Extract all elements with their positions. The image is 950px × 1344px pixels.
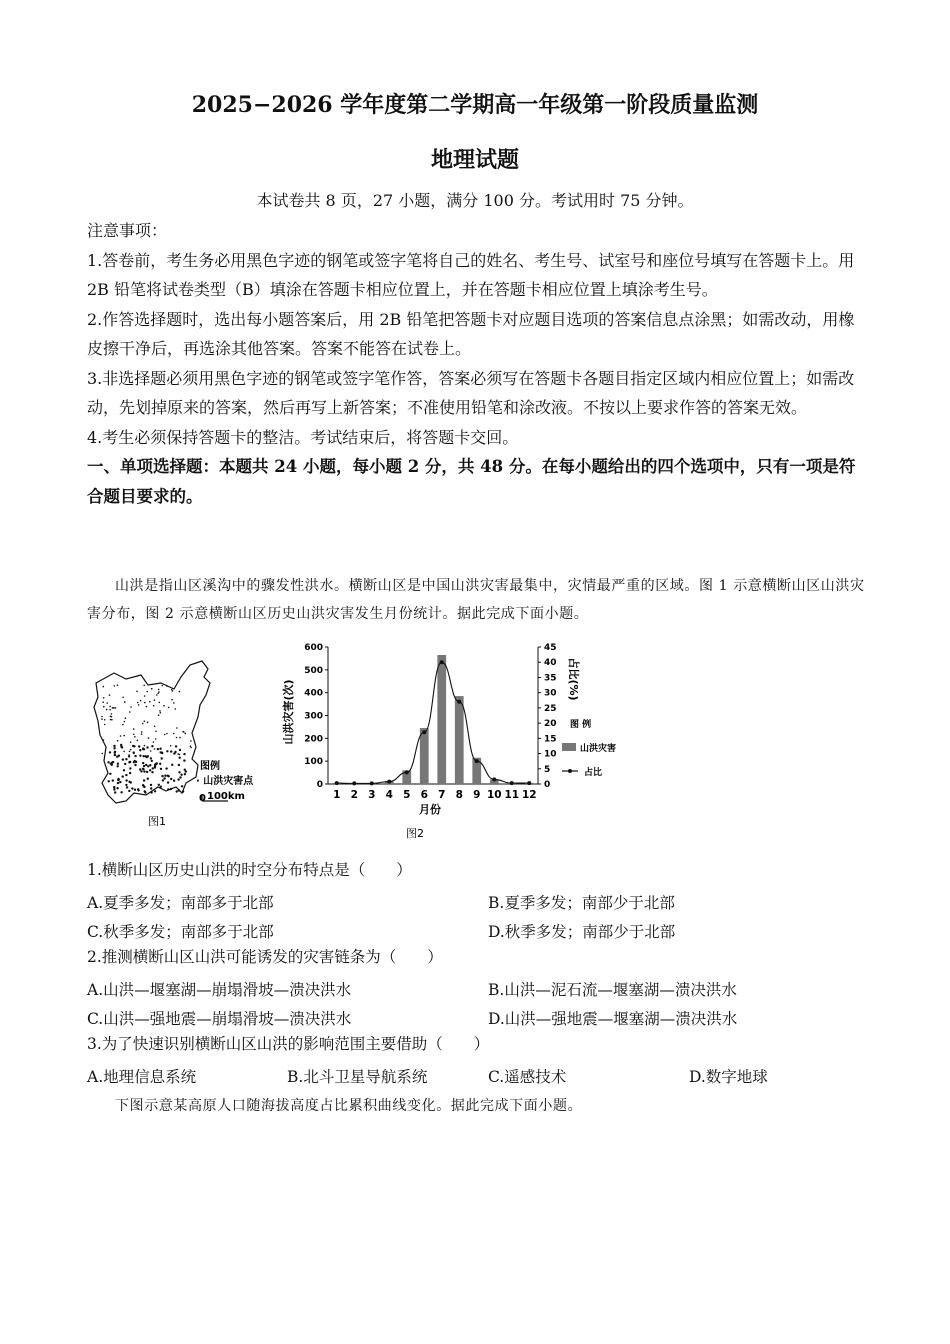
disaster-point xyxy=(177,753,179,755)
exam-title: 2025−2026 学年度第二学期高一年级第一阶段质量监测 xyxy=(191,92,759,118)
disaster-point xyxy=(113,707,115,709)
disaster-point xyxy=(166,733,168,735)
disaster-point xyxy=(113,788,115,790)
disaster-point xyxy=(142,723,144,725)
bar xyxy=(455,696,464,784)
disaster-point xyxy=(137,788,139,790)
x-tick-label: 1 xyxy=(333,789,341,801)
disaster-point xyxy=(117,765,119,767)
option-c: C.遥感技术 xyxy=(488,1068,567,1086)
disaster-point xyxy=(101,718,103,720)
y-tick-label: 300 xyxy=(304,711,323,722)
disaster-point xyxy=(178,789,180,791)
chart-xlabel: 月份 xyxy=(419,803,441,816)
disaster-point xyxy=(109,751,111,753)
disaster-point xyxy=(123,735,125,737)
disaster-point xyxy=(116,787,118,789)
disaster-point xyxy=(147,778,149,780)
disaster-point xyxy=(182,790,184,792)
disaster-point xyxy=(113,747,115,749)
disaster-point xyxy=(134,760,136,762)
disaster-point xyxy=(131,787,133,789)
disaster-point xyxy=(170,750,172,752)
disaster-point xyxy=(106,702,108,704)
disaster-point xyxy=(143,765,145,767)
disaster-point xyxy=(190,747,192,749)
line-point xyxy=(335,781,339,785)
y-right-tick-label: 45 xyxy=(544,643,557,653)
x-tick-label: 10 xyxy=(486,789,502,801)
option-c: C.秋季多发；南部多于北部 xyxy=(87,923,274,941)
disaster-point xyxy=(150,784,152,786)
y-right-tick-label: 25 xyxy=(544,703,557,714)
disaster-point xyxy=(119,781,121,783)
disaster-point xyxy=(112,779,114,781)
option-b: B.夏季多发；南部少于北部 xyxy=(488,894,675,912)
disaster-point xyxy=(179,691,181,693)
material-paragraph-2: 下图示意某高原人口随海拔高度占比累积曲线变化。据此完成下面小题。 xyxy=(115,1098,583,1114)
disaster-point xyxy=(103,697,105,699)
scale-label: 100km xyxy=(207,791,245,802)
disaster-point xyxy=(103,739,105,741)
disaster-point xyxy=(178,764,180,766)
disaster-point xyxy=(114,791,116,793)
legend-bar-label: 山洪灾害 xyxy=(580,744,617,754)
y-tick-label: 400 xyxy=(304,688,323,699)
option-d: D.秋季多发；南部少于北部 xyxy=(488,923,676,941)
disaster-point xyxy=(125,774,127,776)
material-paragraph: 山洪是指山区溪沟中的骤发性洪水。横断山区是中国山洪灾害最集中，灾情最严重的区域。图 1 示意横断山区山洪灾害分布，图 2 示意横断山区历史山洪灾害发生月份统计。据此完成下面小题。 xyxy=(87,578,865,622)
disaster-point xyxy=(170,778,172,780)
disaster-point xyxy=(122,758,124,760)
disaster-point xyxy=(159,702,161,704)
disaster-point xyxy=(146,746,148,748)
disaster-point xyxy=(130,749,132,751)
disaster-point xyxy=(159,710,161,712)
disaster-point xyxy=(139,749,141,751)
disaster-point xyxy=(125,717,127,719)
disaster-point xyxy=(181,785,183,787)
disaster-point xyxy=(143,785,145,787)
disaster-point xyxy=(133,753,135,755)
disaster-point xyxy=(183,759,185,761)
disaster-point xyxy=(167,781,169,783)
option-a: A.地理信息系统 xyxy=(87,1068,197,1086)
disaster-point xyxy=(130,706,132,708)
disaster-point xyxy=(148,737,150,739)
y-tick-label: 200 xyxy=(304,734,323,745)
disaster-point xyxy=(171,764,173,766)
option-a: A.夏季多发；南部多于北部 xyxy=(87,894,274,912)
disaster-point xyxy=(110,719,112,721)
disaster-point xyxy=(103,706,105,708)
disaster-point xyxy=(168,707,170,709)
disaster-point xyxy=(128,754,130,756)
disaster-point xyxy=(106,709,108,711)
disaster-point xyxy=(155,731,157,733)
disaster-point xyxy=(161,752,163,754)
notice-section xyxy=(87,216,867,511)
disaster-point xyxy=(124,701,126,703)
disaster-point xyxy=(160,786,162,788)
disaster-point xyxy=(129,711,131,713)
y-right-tick-label: 30 xyxy=(544,688,557,699)
disaster-point xyxy=(144,745,146,747)
disaster-point xyxy=(154,766,156,768)
disaster-point xyxy=(173,733,175,735)
disaster-point xyxy=(151,688,153,690)
x-tick-label: 7 xyxy=(438,789,446,801)
figure2-chart xyxy=(280,637,630,842)
series-line xyxy=(337,662,530,783)
disaster-point xyxy=(149,769,151,771)
disaster-point xyxy=(123,769,125,771)
disaster-point xyxy=(151,745,153,747)
line-point xyxy=(440,660,444,664)
disaster-point xyxy=(113,745,115,747)
disaster-point xyxy=(161,685,163,687)
disaster-point xyxy=(178,771,180,773)
disaster-point xyxy=(150,787,152,789)
disaster-point xyxy=(185,733,187,735)
legend-line-label: 占比 xyxy=(584,768,603,778)
disaster-point xyxy=(114,754,116,756)
disaster-point xyxy=(153,705,155,707)
disaster-point xyxy=(114,685,116,687)
line-point xyxy=(370,781,374,785)
question-stem: 2.推测横断山区山洪可能诱发的灾害链条为（ ） xyxy=(87,948,443,966)
disaster-point xyxy=(129,767,131,769)
disaster-point xyxy=(141,731,143,733)
disaster-point xyxy=(142,762,144,764)
disaster-point xyxy=(172,690,174,692)
disaster-point xyxy=(147,765,149,767)
chart-ylabel-right: 占比(%) xyxy=(567,657,580,701)
disaster-point xyxy=(144,791,146,793)
disaster-point xyxy=(180,774,182,776)
region-outline xyxy=(94,661,210,803)
y-right-tick-label: 5 xyxy=(544,764,551,775)
disaster-point xyxy=(151,771,153,773)
disaster-point xyxy=(129,751,131,753)
disaster-point xyxy=(167,775,169,777)
disaster-point xyxy=(163,705,165,707)
option-a: A.山洪—堰塞湖—崩塌滑坡—溃决洪水 xyxy=(87,981,352,999)
disaster-point xyxy=(139,768,141,770)
disaster-point xyxy=(146,756,148,758)
disaster-point xyxy=(164,775,166,777)
disaster-point xyxy=(183,753,185,755)
disaster-point xyxy=(173,702,175,704)
disaster-point xyxy=(173,752,175,754)
notice-item: 3.非选择题必须用黑色字迹的钢笔或签字笔作答，答案必须写在答题卡各题目指定区域内相应位置上；如需改动，先划掉原来的答案，然后再写上新答案；不准使用铅笔和涂改液。不按以上要求作答的答案无效。 xyxy=(87,368,855,417)
disaster-point xyxy=(126,786,128,788)
disaster-point xyxy=(175,708,177,710)
disaster-point xyxy=(117,740,119,742)
disaster-point xyxy=(134,755,136,757)
x-tick-label: 8 xyxy=(455,789,463,801)
disaster-point xyxy=(138,704,140,706)
disaster-point xyxy=(150,750,152,752)
y-right-tick-label: 0 xyxy=(544,780,551,790)
question-stem: 3.为了快速识别横断山区山洪的影响范围主要借助（ ） xyxy=(87,1035,490,1053)
disaster-point xyxy=(109,706,111,708)
disaster-point xyxy=(141,733,143,735)
disaster-point xyxy=(158,784,160,786)
disaster-point xyxy=(164,734,166,736)
disaster-point xyxy=(113,786,115,788)
disaster-point xyxy=(149,764,151,766)
disaster-point xyxy=(134,764,136,766)
option-d: D.山洪—强地震—堰塞湖—溃决洪水 xyxy=(488,1010,738,1028)
disaster-point xyxy=(147,722,149,724)
notice-item: 1.答卷前，考生务必用黑色字迹的钢笔或签字笔将自己的姓名、考生号、试室号和座位号填写在答题卡上。用 2B 铅笔将试卷类型（B）填涂在答题卡相应位置上，并在答题卡相应位置上填涂考生号。 xyxy=(87,250,855,299)
disaster-point xyxy=(144,695,146,697)
disaster-point xyxy=(140,700,142,702)
line-point xyxy=(527,781,531,785)
line-point xyxy=(475,759,479,763)
disaster-point xyxy=(124,721,126,723)
disaster-point xyxy=(104,724,106,726)
disaster-point xyxy=(108,780,110,782)
disaster-point xyxy=(184,773,186,775)
disaster-point xyxy=(179,757,181,759)
line-point xyxy=(510,781,514,785)
line-point xyxy=(387,780,391,784)
disaster-point xyxy=(118,755,120,757)
disaster-point xyxy=(122,724,124,726)
disaster-point xyxy=(151,760,153,762)
disaster-point xyxy=(134,736,136,738)
disaster-point xyxy=(149,701,151,703)
disaster-point xyxy=(103,686,105,688)
disaster-point xyxy=(138,745,140,747)
disaster-point xyxy=(129,761,131,763)
section-heading: 一、单项选择题：本题共 24 小题，每小题 2 分，共 48 分。在每小题给出的四个选项中，只有一项是符合题目要求的。 xyxy=(87,457,856,506)
disaster-point xyxy=(102,753,104,755)
disaster-point xyxy=(150,757,152,759)
disaster-point xyxy=(146,691,148,693)
disaster-point xyxy=(137,740,139,742)
disaster-point xyxy=(162,779,164,781)
disaster-point xyxy=(159,763,161,765)
disaster-point xyxy=(167,788,169,790)
y-right-tick-label: 20 xyxy=(544,719,557,730)
option-b: B.山洪—泥石流—堰塞湖—溃决洪水 xyxy=(488,981,737,999)
disaster-point xyxy=(161,757,163,759)
x-tick-label: 5 xyxy=(403,789,411,801)
x-tick-label: 3 xyxy=(368,789,376,801)
notice-item: 2.作答选择题时，选出每小题答案后，用 2B 铅笔把答题卡对应题目选项的答案信息点涂黑；如需改动，用橡皮擦干净后，再选涂其他答案。答案不能答在试卷上。 xyxy=(87,309,855,358)
disaster-point xyxy=(176,737,178,739)
subject-title: 地理试题 xyxy=(430,147,519,173)
disaster-point xyxy=(184,769,186,771)
bar xyxy=(420,728,429,784)
disaster-point xyxy=(154,699,156,701)
disaster-point xyxy=(159,748,161,750)
disaster-point xyxy=(176,727,178,729)
x-tick-label: 2 xyxy=(350,789,358,801)
legend-bar-swatch xyxy=(562,743,576,751)
disaster-point xyxy=(150,791,152,793)
disaster-point xyxy=(125,758,127,760)
figure1-map xyxy=(86,655,276,835)
disaster-point xyxy=(143,779,145,781)
disaster-point xyxy=(142,748,144,750)
x-tick-label: 6 xyxy=(420,789,428,801)
disaster-point xyxy=(125,779,127,781)
disaster-point xyxy=(163,777,165,779)
disaster-point xyxy=(109,694,111,696)
disaster-point xyxy=(157,748,159,750)
exam-intro: 本试卷共 8 页，27 小题，满分 100 分。考试用时 75 分钟。 xyxy=(256,191,694,210)
disaster-point xyxy=(179,776,181,778)
disaster-point xyxy=(146,771,148,773)
disaster-point xyxy=(154,748,156,750)
line-point xyxy=(352,781,356,785)
y-right-tick-label: 10 xyxy=(544,749,557,760)
disaster-point xyxy=(182,731,184,733)
disaster-point xyxy=(145,764,147,766)
chart-legend-title: 图 例 xyxy=(570,720,592,730)
disaster-point xyxy=(179,749,181,751)
disaster-point xyxy=(175,745,177,747)
disaster-point xyxy=(134,789,136,791)
disaster-point xyxy=(129,772,131,774)
disaster-point xyxy=(152,767,154,769)
disaster-point xyxy=(120,791,122,793)
disaster-point xyxy=(120,744,122,746)
disaster-point xyxy=(102,701,104,703)
disaster-point xyxy=(120,735,122,737)
x-tick-label: 12 xyxy=(521,789,537,801)
y-right-tick-label: 15 xyxy=(544,734,557,745)
x-tick-label: 11 xyxy=(504,789,520,801)
disaster-point xyxy=(124,763,126,765)
disaster-point xyxy=(170,788,172,790)
y-right-tick-label: 40 xyxy=(544,658,557,669)
disaster-point xyxy=(117,778,119,780)
disaster-point xyxy=(179,737,181,739)
disaster-point xyxy=(177,778,179,780)
notice-heading: 注意事项： xyxy=(87,221,168,240)
disaster-point xyxy=(156,694,158,696)
disaster-point xyxy=(156,762,158,764)
line-point xyxy=(492,777,496,781)
disaster-point xyxy=(130,741,132,743)
x-tick-label: 4 xyxy=(385,789,393,801)
disaster-point xyxy=(117,684,119,686)
disaster-point xyxy=(173,780,175,782)
disaster-point xyxy=(143,685,145,687)
disaster-point xyxy=(136,691,138,693)
disaster-point xyxy=(160,712,162,714)
map-legend-title: 图例 xyxy=(200,761,220,772)
y-tick-label: 500 xyxy=(304,665,323,676)
notice-item: 4.考生必须保持答题卡的整洁。考试结束后，将答题卡交回。 xyxy=(87,427,519,447)
disaster-point xyxy=(139,755,141,757)
map-legend-item: · 山洪灾害点 xyxy=(196,776,254,787)
figure2-caption: 图2 xyxy=(406,827,424,840)
disaster-point xyxy=(115,707,117,709)
disaster-point xyxy=(122,697,124,699)
disaster-point xyxy=(133,745,135,747)
line-point xyxy=(422,730,426,734)
scale-zero: 0 xyxy=(199,793,206,804)
y-tick-label: 600 xyxy=(304,643,323,653)
option-c: C.山洪—强地震—崩塌滑坡—溃决洪水 xyxy=(87,1010,352,1028)
disaster-point xyxy=(112,707,114,709)
disaster-point xyxy=(111,719,113,721)
disaster-point xyxy=(137,702,139,704)
disaster-point xyxy=(123,751,125,753)
disaster-point xyxy=(101,716,103,718)
disaster-point xyxy=(117,782,119,784)
disaster-point xyxy=(153,741,155,743)
disaster-point xyxy=(128,781,130,783)
line-point xyxy=(457,700,461,704)
disaster-point xyxy=(125,784,127,786)
disaster-point xyxy=(176,790,178,792)
disaster-point xyxy=(117,763,119,765)
disaster-point xyxy=(158,689,160,691)
disaster-point xyxy=(166,685,168,687)
disaster-point xyxy=(157,693,159,695)
disaster-point xyxy=(155,738,157,740)
disaster-point xyxy=(161,775,163,777)
disaster-point xyxy=(143,770,145,772)
disaster-point xyxy=(154,726,156,728)
y-tick-label: 100 xyxy=(304,757,323,768)
disaster-point xyxy=(165,767,167,769)
disaster-point xyxy=(142,768,144,770)
disaster-point xyxy=(128,790,130,792)
option-b: B.北斗卫星导航系统 xyxy=(287,1068,428,1086)
disaster-point xyxy=(111,713,113,715)
disaster-point xyxy=(110,716,112,718)
disaster-point xyxy=(110,763,112,765)
x-tick-label: 9 xyxy=(473,789,481,801)
disaster-point xyxy=(107,761,109,763)
disaster-point xyxy=(133,728,135,730)
disaster-point xyxy=(114,751,116,753)
disaster-point xyxy=(104,719,106,721)
disaster-point xyxy=(122,775,124,777)
disaster-point xyxy=(133,734,135,736)
disaster-point xyxy=(171,699,173,701)
question-stem: 1.横断山区历史山洪的时空分布特点是（ ） xyxy=(87,861,412,879)
disaster-point xyxy=(109,773,111,775)
disaster-point xyxy=(144,720,146,722)
y-right-tick-label: 35 xyxy=(544,673,557,684)
option-d: D.数字地球 xyxy=(689,1068,768,1086)
y-tick-label: 0 xyxy=(316,780,323,790)
disaster-point xyxy=(144,702,146,704)
disaster-point xyxy=(109,709,111,711)
bar xyxy=(437,655,446,784)
disaster-point xyxy=(154,790,156,792)
disaster-point xyxy=(158,714,160,716)
disaster-point xyxy=(190,740,192,742)
chart-ylabel: 山洪灾害(次) xyxy=(282,679,295,745)
figure1-caption: 图1 xyxy=(148,815,166,828)
disaster-point xyxy=(170,745,172,747)
line-point xyxy=(405,770,409,774)
disaster-point xyxy=(146,706,148,708)
disaster-point xyxy=(166,750,168,752)
disaster-point xyxy=(160,768,162,770)
